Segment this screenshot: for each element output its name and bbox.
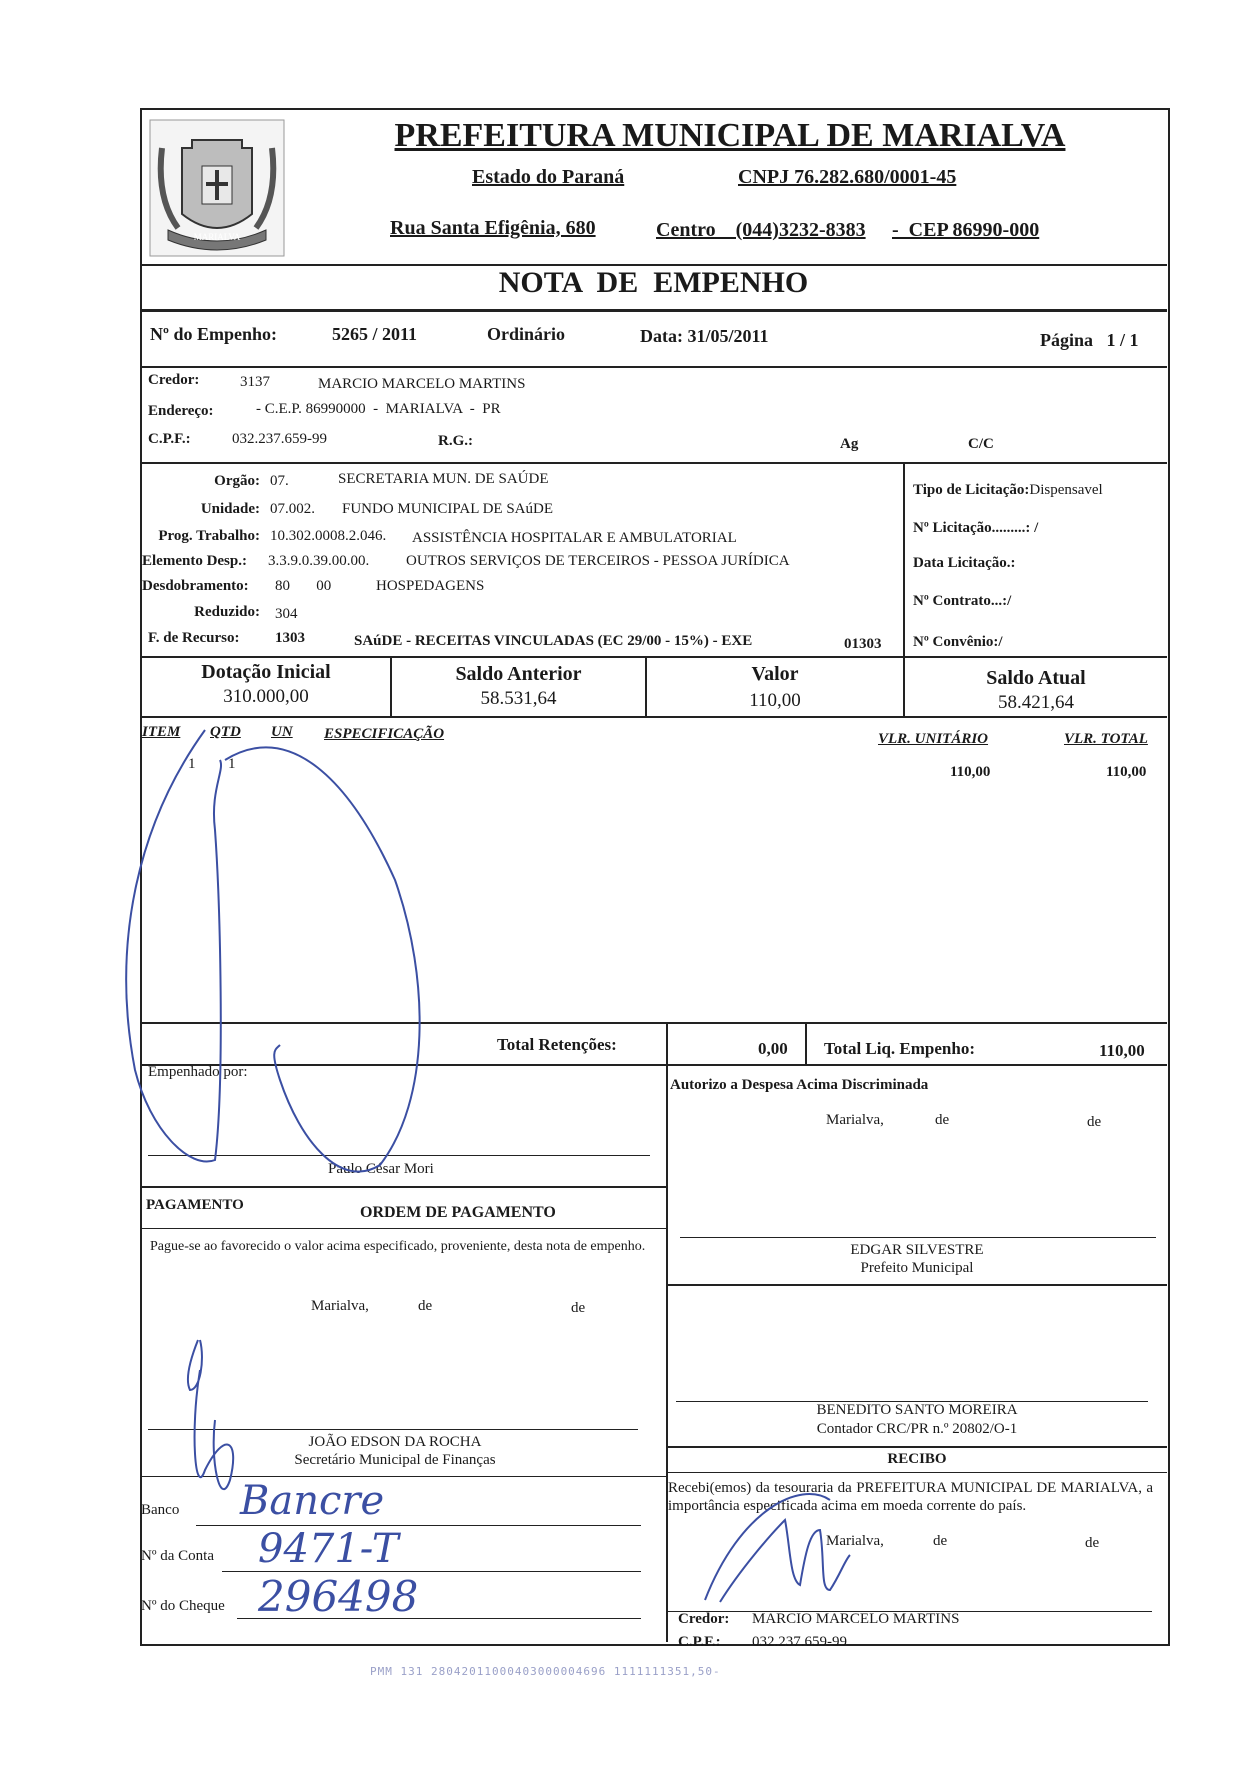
orgao-label: Orgão: bbox=[214, 473, 260, 489]
unidade-label: Unidade: bbox=[200, 501, 260, 517]
banco-label: Banco bbox=[141, 1502, 180, 1518]
recibo-text: Recebi(emos) da tesouraria da PREFEITURA MUNICIPAL DE MARIALVA, a importância especificada acima em moeda corrente do país. bbox=[668, 1480, 1153, 1514]
licitacao-type-label: Tipo de Licitação: bbox=[913, 482, 1030, 498]
empenho-label: Nº do Empenho: bbox=[150, 324, 277, 344]
credor-cpf: 032.237.659-99 bbox=[232, 431, 327, 447]
unidade-code: 07.002. bbox=[270, 501, 315, 517]
licitacao-number: Nº Licitação.........: / bbox=[913, 520, 1039, 536]
recurso-label: F. de Recurso: bbox=[148, 630, 240, 646]
desd-label: Desdobramento: bbox=[142, 578, 249, 594]
recurso-name: SAúDE - RECEITAS VINCULADAS (EC 29/00 - 15%) - EXE bbox=[354, 633, 753, 649]
row-qtd: 1 bbox=[228, 756, 236, 772]
header-street: Rua Santa Efigênia, 680 bbox=[390, 217, 596, 239]
orgao-name: SECRETARIA MUN. DE SAÚDE bbox=[338, 471, 549, 487]
conta-label: Nº da Conta bbox=[141, 1548, 214, 1564]
empenho-number: 5265 / 2011 bbox=[332, 324, 418, 344]
recibo-signature bbox=[705, 1494, 850, 1602]
col-qtd: QTD bbox=[210, 724, 241, 740]
col-item: ITEM bbox=[142, 724, 181, 740]
header-district-phone: Centro (044)3232-8383 bbox=[656, 219, 866, 241]
dotacao-label: Dotação Inicial bbox=[201, 661, 331, 683]
col-vlr-total: VLR. TOTAL bbox=[1064, 731, 1148, 747]
liq-label: Total Liq. Empenho: bbox=[824, 1039, 975, 1058]
col-especificacao: ESPECIFICAÇÃO bbox=[324, 726, 445, 742]
convenio-number: Nº Convênio:/ bbox=[913, 634, 1003, 650]
cc-label: C/C bbox=[968, 436, 994, 452]
credor-label: Credor: bbox=[148, 372, 200, 388]
unidade-name: FUNDO MUNICIPAL DE SAúDE bbox=[342, 501, 553, 517]
recibo-cpf-label: C.P.F.: bbox=[678, 1634, 721, 1650]
secretario-role: Secretário Municipal de Finanças bbox=[294, 1452, 496, 1468]
elem-code: 3.3.9.0.39.00.00. bbox=[268, 553, 370, 569]
svg-text:MARIALVA: MARIALVA bbox=[193, 232, 241, 242]
conta-handwritten: 9471-T bbox=[258, 1526, 399, 1572]
recibo-credor-label: Credor: bbox=[678, 1611, 730, 1627]
document-title: NOTA DE EMPENHO bbox=[498, 266, 809, 299]
footer-stamp: PMM 131 28042011000403000004696 1111111351,50- bbox=[370, 1665, 721, 1678]
recibo-credor-name: MARCIO MARCELO MARTINS bbox=[752, 1611, 960, 1627]
cheque-label: Nº do Cheque bbox=[141, 1598, 225, 1614]
empenho-page: Página 1 / 1 bbox=[1040, 330, 1139, 350]
header-cnpj: CNPJ 76.282.680/0001-45 bbox=[738, 166, 957, 188]
licitacao-type-value: Dispensavel bbox=[1029, 482, 1103, 498]
elem-label: Elemento Desp.: bbox=[142, 553, 247, 569]
credor-address: - C.E.P. 86990000 - MARIALVA - PR bbox=[256, 401, 501, 417]
secretario-signature bbox=[188, 1340, 233, 1489]
retencoes-label: Total Retenções: bbox=[497, 1035, 617, 1054]
endereco-label: Endereço: bbox=[148, 403, 214, 419]
saldo-atual-label: Saldo Atual bbox=[986, 667, 1086, 689]
autorizo-de1: de bbox=[935, 1112, 950, 1128]
prog-label: Prog. Trabalho: bbox=[158, 528, 260, 544]
saldo-anterior-value: 58.531,64 bbox=[480, 688, 557, 709]
saldo-atual-value: 58.421,64 bbox=[998, 692, 1074, 713]
header-state: Estado do Paraná bbox=[472, 166, 625, 188]
recurso-code: 1303 bbox=[275, 630, 305, 646]
contador-name: BENEDITO SANTO MOREIRA bbox=[816, 1402, 1018, 1418]
cpf-label: C.P.F.: bbox=[148, 431, 191, 447]
recibo-label: RECIBO bbox=[887, 1451, 947, 1467]
pagamento-de2: de bbox=[571, 1300, 586, 1316]
valor-label: Valor bbox=[751, 663, 799, 685]
pagamento-de1: de bbox=[418, 1298, 433, 1314]
reduzido-label: Reduzido: bbox=[194, 604, 260, 620]
pagamento-label: PAGAMENTO bbox=[146, 1197, 244, 1213]
ag-label: Ag bbox=[840, 436, 859, 452]
desd-name: HOSPEDAGENS bbox=[376, 578, 485, 594]
reduzido-code: 304 bbox=[275, 606, 298, 622]
empenho-date: Data: 31/05/2011 bbox=[640, 326, 769, 346]
pagamento-city: Marialva, bbox=[311, 1298, 369, 1314]
col-vlr-unitario: VLR. UNITÁRIO bbox=[878, 731, 989, 747]
ordem-pagamento-label: ORDEM DE PAGAMENTO bbox=[360, 1204, 556, 1221]
cheque-handwritten: 296498 bbox=[258, 1572, 419, 1621]
dotacao-value: 310.000,00 bbox=[223, 686, 309, 707]
pagamento-text: Pague-se ao favorecido o valor acima especificado, proveniente, desta nota de empenho. bbox=[150, 1239, 646, 1254]
secretario-name: JOÃO EDSON DA ROCHA bbox=[308, 1434, 482, 1450]
recibo-de1: de bbox=[933, 1533, 948, 1549]
licitacao-date: Data Licitação.: bbox=[913, 555, 1016, 571]
desd-code: 80 00 bbox=[275, 578, 332, 594]
contador-role: Contador CRC/PR n.º 20802/O-1 bbox=[816, 1421, 1018, 1437]
header-cep: - CEP 86990-000 bbox=[892, 219, 1040, 241]
row-item: 1 bbox=[188, 756, 196, 772]
retencoes-value: 0,00 bbox=[758, 1039, 788, 1058]
banco-handwritten: Bancre bbox=[240, 1478, 385, 1524]
empenhado-signature bbox=[126, 730, 419, 1172]
autorizo-de2: de bbox=[1087, 1114, 1102, 1130]
row-total: 110,00 bbox=[1106, 764, 1147, 780]
prefeito-name: EDGAR SILVESTRE bbox=[850, 1242, 984, 1258]
orgao-code: 07. bbox=[270, 473, 289, 489]
prog-code: 10.302.0008.2.046. bbox=[270, 528, 387, 544]
autorizo-label: Autorizo a Despesa Acima Discriminada bbox=[670, 1077, 929, 1093]
valor-value: 110,00 bbox=[749, 690, 801, 711]
recibo-cpf: 032.237.659-99 bbox=[752, 1634, 847, 1650]
credor-code: 3137 bbox=[240, 374, 270, 390]
recibo-de2: de bbox=[1085, 1535, 1100, 1551]
prog-name: ASSISTÊNCIA HOSPITALAR E AMBULATORIAL bbox=[412, 530, 737, 546]
saldo-anterior-label: Saldo Anterior bbox=[455, 663, 582, 685]
empenhado-name: Paulo César Mori bbox=[328, 1161, 434, 1177]
autorizo-city: Marialva, bbox=[826, 1112, 884, 1128]
contrato-number: Nº Contrato...:/ bbox=[913, 593, 1012, 609]
empenhado-label: Empenhado por: bbox=[148, 1064, 248, 1080]
empenho-type: Ordinário bbox=[487, 324, 566, 344]
recibo-city: Marialva, bbox=[826, 1533, 884, 1549]
rg-label: R.G.: bbox=[438, 433, 473, 449]
col-un: UN bbox=[271, 724, 293, 740]
liq-value: 110,00 bbox=[1099, 1041, 1145, 1060]
row-unit: 110,00 bbox=[950, 764, 991, 780]
credor-name: MARCIO MARCELO MARTINS bbox=[318, 376, 526, 392]
prefeito-role: Prefeito Municipal bbox=[860, 1260, 974, 1276]
recurso-num: 01303 bbox=[844, 636, 882, 652]
header-title: PREFEITURA MUNICIPAL DE MARIALVA bbox=[394, 117, 1066, 154]
elem-name: OUTROS SERVIÇOS DE TERCEIROS - PESSOA JURÍDICA bbox=[406, 553, 790, 569]
